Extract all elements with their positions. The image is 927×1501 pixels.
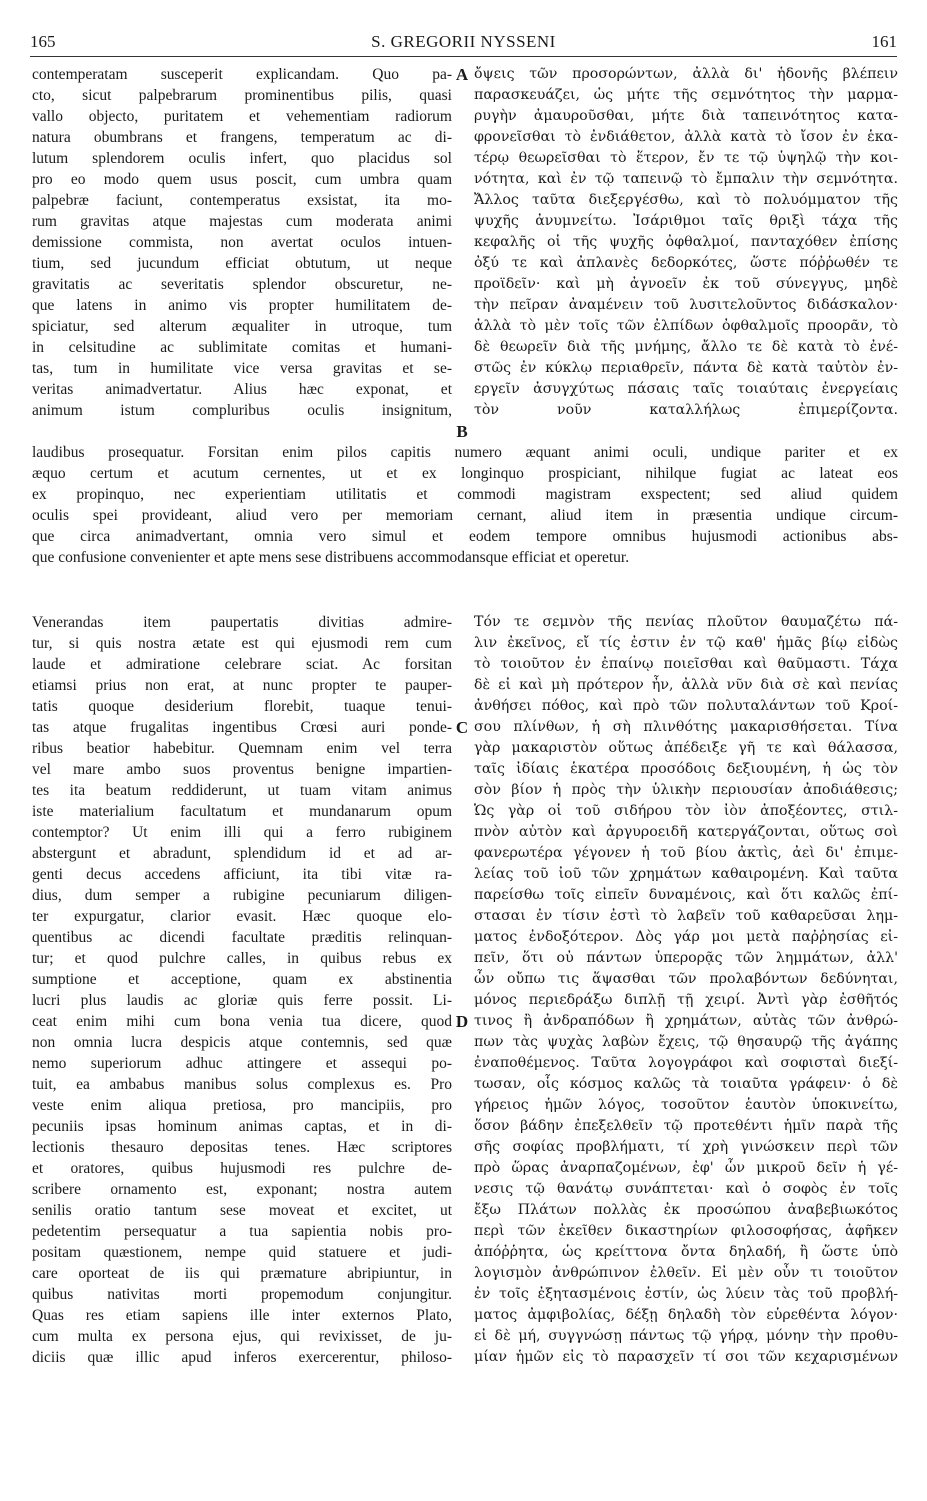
text-line: gravitatis ac severitatis splendor obscuretur, ne- bbox=[32, 276, 452, 293]
text-line: πεῖν, ὅτι οὐ πάντων ὑπερορᾷς τῶν λημμάτων, ἀλλ' bbox=[474, 950, 898, 966]
text-line: tium, sed jucundum efficiat obtutum, ut neque bbox=[32, 255, 452, 272]
text-line: ex propinquo, nec experientiam utilitatis et commodi magistram exspectent; sed aliud quidem bbox=[32, 486, 898, 503]
text-line: ceat enim mihi cum bona venia tua dicere, quod bbox=[32, 1013, 452, 1030]
text-line: scribere ornamento est, exponant; nostra autem bbox=[32, 1181, 452, 1198]
text-line: τωσαν, οἷς κόσμος καλῶς τὰ τοιαῦτα γράφειν· ὁ δὲ bbox=[474, 1076, 898, 1092]
text-line: positam quæstionem, nempe quid statuere et judi- bbox=[32, 1244, 452, 1261]
text-line: contemptor? Ut enim illi qui a ferro rubiginem bbox=[32, 824, 452, 841]
text-line: μίαν ἡμῶν εἰς τὸ παρασχεῖν τί σοι τῶν κεχαρισμένων bbox=[474, 1349, 898, 1365]
text-line: vel mare ambo suos proventus benigne impartien- bbox=[32, 761, 452, 778]
text-line: τὸ τοιοῦτον ἐν ἐπαίνῳ ποιεῖσθαι καὶ θαῦμαστι. Τάχα bbox=[474, 656, 898, 672]
text-line: προϊδεῖν· καὶ μὴ ἀγνοεῖν ἐκ τοῦ σύνεγγυς, μηδὲ bbox=[474, 276, 898, 292]
text-line: laudibus prosequatur. Forsitan enim pilos capitis numero æquant animi oculi, undique pariter et ex bbox=[32, 444, 898, 461]
text-line: natura obumbrans et frangens, temperatum ac di- bbox=[32, 129, 452, 146]
running-header bbox=[30, 30, 897, 54]
text-line: pedetentim persequatur a tua sapientia nobis pro- bbox=[32, 1223, 452, 1240]
latin-column-block1 bbox=[32, 64, 452, 421]
text-line: care oporteat de iis qui præmature abripiuntur, in bbox=[32, 1265, 452, 1282]
text-line: que circa animadvertant, omnia vero simul et eodem tempore omnibus hujusmodi actionibus abs- bbox=[32, 528, 898, 545]
text-line: ὅσον βάδην ἐπεξελθεῖν τῷ προτεθέντι ἡμῖν παρὰ τῆς bbox=[474, 1118, 898, 1134]
text-line: εἰ δὲ μή, συγγνώσῃ πάντως τῷ γήρᾳ, μόνην τὴν προθυ- bbox=[474, 1328, 898, 1344]
text-line: contemperatam susceperit explicandam. Quo pa- bbox=[32, 66, 452, 83]
text-line: veste enim aliqua pretiosa, pro mancipiis, pro bbox=[32, 1097, 452, 1114]
text-line: tur; et quod pulchre calles, in quibus rebus ex bbox=[32, 950, 452, 967]
text-line: τινος ἢ ἀνδραπόδων ἢ χρημάτων, αὐτὰς τῶν ἀνθρώ- bbox=[474, 1013, 898, 1029]
text-line: nemo superiorum adhuc attingere et assequi po- bbox=[32, 1055, 452, 1072]
text-line: τὴν πεῖραν ἀναμένειν τοῦ λυσιτελοῦντος διδάσκαλον· bbox=[474, 297, 898, 313]
text-line: ἀνθήσει πόθος, καὶ πρὸ τῶν πολυταλάντων τοῦ Κροί- bbox=[474, 698, 898, 714]
text-line: in celsitudine ac sublimitate comitas et humani- bbox=[32, 339, 452, 356]
text-line: κεφαλῆς οἱ τῆς ψυχῆς ὀφθαλμοί, πανταχόθεν ἐπίσης bbox=[474, 234, 898, 250]
margin-marker-c: C bbox=[455, 718, 469, 737]
text-line: περὶ τῶν ἐκεῖθεν δικαστηρίων φιλοσοφήσας, ἀφῆκεν bbox=[474, 1223, 898, 1239]
text-line: tes ita beatum reddiderunt, ut tuam vitam animus bbox=[32, 782, 452, 799]
text-line: animum istum compluribus oculis insignitum, bbox=[32, 402, 452, 419]
text-line: cum multa ex persona ejus, qui revixisset, de ju- bbox=[32, 1328, 452, 1345]
text-line: tatis quoque desiderium florebit, tuaque tenui- bbox=[32, 698, 452, 715]
margin-marker-d: D bbox=[455, 1012, 469, 1031]
text-line: genti decus accedens afficiunt, ita tibi vitæ ra- bbox=[32, 866, 452, 883]
text-line: ψυχῆς ἀνυμνείτω. Ἰσάριθμοι ταῖς θριξὶ τάχα τῆς bbox=[474, 213, 898, 229]
text-line: Ἄλλος ταῦτα διεξεργέσθω, καὶ τὸ πολυόμματον τῆς bbox=[474, 192, 898, 208]
text-line: iste materialium facultatum et mundanarum opum bbox=[32, 803, 452, 820]
text-line: εργεῖν ἀσυγχύτως πάσαις ταῖς τοιαύταις ἐνεργείαις bbox=[474, 381, 898, 397]
text-line: senilis oratio tantum sese moveat et excitet, ut bbox=[32, 1202, 452, 1219]
margin-marker-a: A bbox=[455, 65, 469, 84]
text-line: non omnia lucra despicis atque contemnis, sed quæ bbox=[32, 1034, 452, 1051]
page-number-left: 165 bbox=[30, 32, 56, 51]
text-line: ἀπόῤῥητα, ὡς κρείττονα ὄντα δηλαδή, ἢ ὥστε ὑπὸ bbox=[474, 1244, 898, 1260]
text-line: στασαι ἐν τίσιν ἐστὶ τὸ λαβεῖν τοῦ καθαρεῦσαι λημ- bbox=[474, 908, 898, 924]
text-line: dius, dum semper a rubigine pecuniarum diligen- bbox=[32, 887, 452, 904]
text-line: tuit, ea ambabus manibus solus complexus es. Pro bbox=[32, 1076, 452, 1093]
text-line: ἐναποθέμενος. Ταῦτα λογογράφοι καὶ σοφισταὶ διεξί- bbox=[474, 1055, 898, 1071]
text-line: ἔξω Πλάτων πολλὰς ἐκ προσώπου ἀναβεβιωκότος bbox=[474, 1202, 898, 1218]
text-line: tur, si quis nostra ætate est qui ejusmodi rem cum bbox=[32, 635, 452, 652]
text-line: πων τὰς ψυχὰς λαβὼν ἔχεις, τῷ θησαυρῷ τῆς ἀγάπης bbox=[474, 1034, 898, 1050]
text-line: quentibus ac dicendi facultate præditis relinquan- bbox=[32, 929, 452, 946]
text-line: veritas animadvertatur. Alius hæc exponat, et bbox=[32, 381, 452, 398]
text-line: rum gravitas atque majestas cum moderata animi bbox=[32, 213, 452, 230]
text-line: τὸν νοῦν καταλλήλως ἐπιμερίζοντα. bbox=[474, 402, 898, 418]
text-line: παρείσθω τοῖς εἰπεῖν δυναμένοις, καὶ ὅτι καλῶς ἐπί- bbox=[474, 887, 898, 903]
text-line: στῶς ἐν κύκλῳ περιαθρεῖν, πάντα δὲ κατὰ ταὐτὸν ἐν- bbox=[474, 360, 898, 376]
text-line: παρασκευάζει, ὡς μήτε τῆς σεμνότητος τὴν μαρμα- bbox=[474, 87, 898, 103]
text-line: νεσις τῷ θανάτῳ συνάπτεται· καὶ ὁ σοφὸς ἐν τοῖς bbox=[474, 1181, 898, 1197]
text-line: spiciatur, sed alterum æqualiter in utroque, tum bbox=[32, 318, 452, 335]
text-line: Quas res etiam sapiens ille inter externos Plato, bbox=[32, 1307, 452, 1324]
text-line: ρυγὴν ἀμαυροῦσθαι, μήτε διὰ ταπεινότητος κατα- bbox=[474, 108, 898, 124]
text-line: abstergunt et abradunt, splendidum id et ad ar- bbox=[32, 845, 452, 862]
text-line: δὲ θεωρεῖν διὰ τῆς μνήμης, ἄλλο τε δὲ κατὰ τὸ ἐνέ- bbox=[474, 339, 898, 355]
text-line: et oratores, quibus hujusmodi res pulchre de- bbox=[32, 1160, 452, 1177]
text-line: ματος ἀμφιβολίας, δέξῃ δηλαδὴ τὸν εὑρεθέντα λόγον· bbox=[474, 1307, 898, 1323]
text-line: πνὸν αὐτὸν καὶ ἀργυροειδῆ κατεργάζονται, οὕτως σοὶ bbox=[474, 824, 898, 840]
text-line: ter expurgatur, clarior evasit. Hæc quoque elo- bbox=[32, 908, 452, 925]
text-line: lutum splendorem oculis infert, quo placidus sol bbox=[32, 150, 452, 167]
latin-column-block2 bbox=[32, 612, 452, 1368]
text-line: que latens in animo vis propter humilitatem de- bbox=[32, 297, 452, 314]
text-line: λιν ἐκεῖνος, εἴ τίς ἐστιν ἐν τῷ καθ' ἡμᾶς βίῳ εἰδὼς bbox=[474, 635, 898, 651]
page-number-right: 161 bbox=[871, 32, 897, 51]
text-line: lucri plus laudis ac gloriæ quis ferre possit. Li- bbox=[32, 992, 452, 1009]
greek-column-block1 bbox=[474, 64, 898, 421]
text-line: ταῖς ἰδίαις ἑκατέρα προσόδοις δεξιουμένη, ἡ ὡς τὸν bbox=[474, 761, 898, 777]
text-line: νότητα, καὶ ἐν τῷ ταπεινῷ τὸ ἔμπαλιν τὴν σεμνότητα. bbox=[474, 171, 898, 187]
text-line: Τόν τε σεμνὸν τῆς πενίας πλοῦτον θαυμαζέτω πά- bbox=[474, 614, 898, 630]
text-line: λείας τοῦ ἰοῦ τῶν χρημάτων καθαιρομένη. Καὶ ταῦτα bbox=[474, 866, 898, 882]
text-line: tas atque frugalitas ingentibus Crœsi auri ponde- bbox=[32, 719, 452, 736]
text-line: que confusione convenienter et apte mens sese distribuens accommodansque efficiat et operetur. bbox=[32, 549, 630, 566]
text-line: γὰρ μακαριστὸν οὕτως ἀπέδειξε γῆ τε καὶ θάλασσα, bbox=[474, 740, 898, 756]
text-line: Venerandas item paupertatis divitias admire- bbox=[32, 614, 452, 631]
text-line: φανερωτέρα γέγονεν ἡ τοῦ βίου ἀκτὶς, ἀεὶ δι' ἐπιμε- bbox=[474, 845, 898, 861]
text-line: pro eo modo quem usus poscit, cum umbra quam bbox=[32, 171, 452, 188]
text-line: diciis quæ illic apud inferos exercerentur, philoso- bbox=[32, 1349, 452, 1366]
text-line: æquo certum et acutum cernentes, ut et ex longinquo prospiciant, nihilque fugiat ac lateat eos bbox=[32, 465, 898, 482]
text-line: σὸν βίον ἡ πρὸς τὴν ὑλικὴν περιουσίαν ἀποδιάθεσις; bbox=[474, 782, 898, 798]
running-title: S. GREGORII NYSSENI bbox=[371, 32, 556, 51]
latin-fullwidth-paragraph bbox=[32, 442, 898, 568]
greek-column-block2 bbox=[474, 612, 898, 1368]
text-line: φρονεῖσθαι τὸ ἐνδιάθετον, ἀλλὰ κατὰ τὸ ἴσον ἐν ἑκα- bbox=[474, 129, 898, 145]
text-line: sumptione et acceptione, quam ex abstinentia bbox=[32, 971, 452, 988]
text-line: ματος ἐνδοξότερον. Δὸς γάρ μοι μετὰ παῤῥησίας εἰ- bbox=[474, 929, 898, 945]
text-line: λογισμὸν ἀνθρώπινον ἐλθεῖν. Εἰ μὲν οὖν τι τοιοῦτον bbox=[474, 1265, 898, 1281]
text-line: ἀλλὰ τὸ μὲν τοῖς τῶν ἐλπίδων ὀφθαλμοῖς προορᾶν, τὸ bbox=[474, 318, 898, 334]
text-line: quibus nativitas morti propemodum conjungitur. bbox=[32, 1286, 452, 1303]
text-line: ὧν οὔπω τις ἅψασθαι τῶν προλαβόντων δεδύνηται, bbox=[474, 971, 898, 987]
text-line: πρὸ ὥρας ἀναρπαζομένων, ἐφ' ὧν μικροῦ δεῖν ἡ γέ- bbox=[474, 1160, 898, 1176]
text-line: oculis spei provideant, aliud vero per memoriam cernant, aliud item in præsentia undique circum- bbox=[32, 507, 898, 524]
text-line: μόνος περιεδράξω διπλῇ τῇ χειρί. Ἀντὶ γὰρ ἐσθῆτός bbox=[474, 992, 898, 1008]
text-line: etiamsi prius non erat, at nunc propter te pauper- bbox=[32, 677, 452, 694]
text-line: γήρειος ἡμῶν λόγος, τοσοῦτον ἑαυτὸν ὑποκινείτω, bbox=[474, 1097, 898, 1113]
text-line: τέρῳ θεωρεῖσθαι τὸ ἕτερον, ἔν τε τῷ ὑψηλῷ τὴν κοι- bbox=[474, 150, 898, 166]
text-line: pecuniis ipsas hominum animas captas, et in di- bbox=[32, 1118, 452, 1135]
text-line: δὲ εἰ καὶ μὴ πρότερον ἦν, ἀλλὰ νῦν διὰ σὲ καὶ πενίας bbox=[474, 677, 898, 693]
text-line: ribus beatior habebitur. Quemnam enim vel terra bbox=[32, 740, 452, 757]
text-line: laude et admiratione celebrare sciat. Ac forsitan bbox=[32, 656, 452, 673]
margin-marker-b: B bbox=[456, 422, 468, 441]
text-line: tas, tum in humilitate vice versa gravitas et se- bbox=[32, 360, 452, 377]
text-line: Ὡς γὰρ οἱ τοῦ σιδήρου τὸν ἰὸν ἀποξέοντες, στιλ- bbox=[474, 803, 898, 819]
text-line: ἐν τοῖς ἐξητασμένοις ἐστίν, ὡς λύειν τὰς τοῦ προβλή- bbox=[474, 1286, 898, 1302]
text-line: demissione commista, non avertat oculos intuen- bbox=[32, 234, 452, 251]
text-line: ὀξύ τε καὶ ἀπλανὲς δεδορκότες, ὥστε πόῤῥωθέν τε bbox=[474, 255, 898, 271]
text-line: σῆς σοφίας προβλήματι, τί χρὴ γινώσκειν περὶ τῶν bbox=[474, 1139, 898, 1155]
header-rule bbox=[30, 56, 897, 57]
text-line: cto, sicut palpebrarum prominentibus pilis, quasi bbox=[32, 87, 452, 104]
text-line: σου πλίνθων, ἡ σὴ πλινθότης μακαρισθήσεται. Τίνα bbox=[474, 719, 898, 735]
text-line: lectionis thesauro depositas tenes. Hæc scriptores bbox=[32, 1139, 452, 1156]
text-line: ὄψεις τῶν προσορώντων, ἀλλὰ δι' ἡδονῆς βλέπειν bbox=[474, 66, 898, 82]
text-line: vallo objecto, puritatem et vehementiam radiorum bbox=[32, 108, 452, 125]
text-line: palpebræ faciunt, contemperatus exsistat, ita mo- bbox=[32, 192, 452, 209]
